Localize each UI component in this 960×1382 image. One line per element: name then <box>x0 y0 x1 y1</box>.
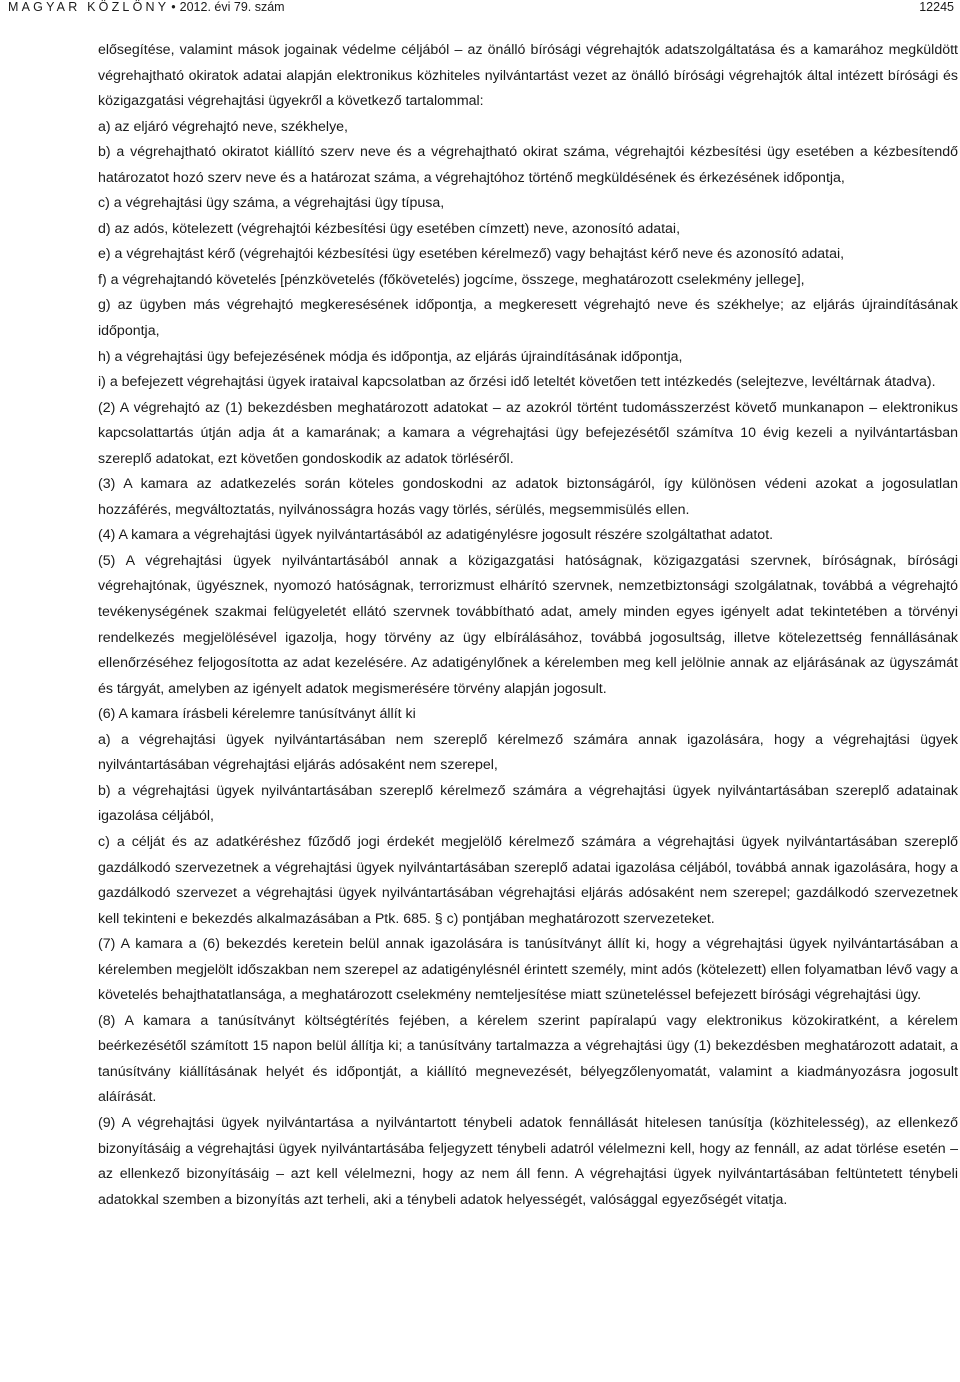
journal-name: MAGYAR KÖZLÖNY <box>8 0 170 14</box>
section-paragraph-2: (2) A végrehajtó az (1) bekezdésben meghatározott adatokat – az azokról történt tudomásszerzést követő munkanapon – elektronikus kapcsolattartás útján adja át a kamarának; a kamara a végrehajtási ügy befejezésétől számítva 10 évig kezeli a nyilvántartásban szereplő adatokat, ezt követően gondoskodik az adatok törléséről. <box>98 399 958 467</box>
list-item-i: i) a befejezett végrehajtási ügyek irataival kapcsolatban az őrzési idő leteltét követően tett intézkedés (selejtezve, levéltárnak átadva). <box>98 374 936 391</box>
page-number: 12245 <box>919 0 954 14</box>
list-item-c: c) a végrehajtási ügy száma, a végrehajtási ügy típusa, <box>98 195 445 212</box>
list-item-d: d) az adós, kötelezett (végrehajtói kézbesítési ügy esetében címzett) neve, azonosító adatai, <box>98 220 681 237</box>
list-item-g: g) az ügyben más végrehajtó megkeresésének időpontja, a megkeresett végrehajtó neve és székhelye; az eljárás újraindításának időpontja, <box>98 297 958 340</box>
running-header <box>0 0 960 18</box>
section-paragraph-4: (4) A kamara a végrehajtási ügyek nyilvántartásából az adatigénylésre jogosult részére szolgáltathat adatot. <box>98 527 774 544</box>
section-paragraph-5: (5) A végrehajtási ügyek nyilvántartásából annak a közigazgatási hatóságnak, közigazgatási szervnek, bíróságnak, bírósági végrehajtónak, ügyésznek, nyomozó hatóságnak, terrorizmust elhárító szervnek, nemzetbiztonsági szolgálatnak, továbbá a végrehajtó tevékenységének szakmai felügyeletét ellátó szervnek továbbítható adat, amely minden egyes igényelt adat tekintetében a törvényi rendelkezés megjelölésével igazolja, hogy törvény az ügy elbírálásához, továbbá jogosultság, illetve kötelezettség fennállásának ellenőrzéséhez feljogosította az adat kezelésére. Az adatigénylőnek a kérelemben meg kell jelölnie annak az eljárásának az ügyszámát és tárgyát, amelyben az igényelt adatok megismerésére törvény alapján jogosult. <box>98 552 958 697</box>
issue-number: 2012. évi 79. szám <box>179 0 285 14</box>
section-paragraph-6: (6) A kamara írásbeli kérelemre tanúsítványt állít ki <box>98 706 416 723</box>
body-paragraph-intro: elősegítése, valamint mások jogainak védelme céljából – az önálló bírósági végrehajtók adatszolgáltatása és a kamarához megküldött végrehajtható okiratok adatai alapján elektronikus közhiteles nyilvántartást vezet az önálló bírósági végrehajtók által intézett bírósági és közigazgatási végrehajtási ügyekről a következő tartalommal: <box>98 42 958 110</box>
section-paragraph-8: (8) A kamara a tanúsítványt költségtérítés fejében, a kérelem szerint papíralapú vagy elektronikus közokiratként, a kérelem beérkezésétől számított 15 napon belül állítja ki; a tanúsítvány tartalmazza a végrehajtási ügy (1) bekezdésben meghatározott adatait, a tanúsítvány kiállításának helyét és időpontját, a kiállító megnevezését, bélyegzőlenyomatát, valamint a kiadmányozásra jogosult aláírását. <box>98 1012 958 1106</box>
list-item-e: e) a végrehajtást kérő (végrehajtói kézbesítési ügy esetében kérelmező) vagy behajtást kérő neve és azonosító adatai, <box>98 246 845 263</box>
subsection-item-6b: b) a végrehajtási ügyek nyilvántartásában szereplő kérelmező számára a végrehajtási ügyek nyilvántartásában szereplő adatainak igazolása céljából, <box>98 782 958 825</box>
header-separator: • <box>171 0 176 14</box>
list-item-f: f) a végrehajtandó követelés [pénzkövetelés (főkövetelés) jogcíme, összege, meghatározott cselekmény jellege], <box>98 271 805 288</box>
subsection-item-6a: a) a végrehajtási ügyek nyilvántartásában nem szereplő kérelmező számára annak igazolására, hogy a végrehajtási ügyek nyilvántartásában végrehajtási eljárás adósaként nem szerepel, <box>98 731 958 774</box>
list-item-b: b) a végrehajtható okiratot kiállító szerv neve és a végrehajtható okirat száma, végrehajtói kézbesítési ügy esetében a kézbesítendő határozatot hozó szerv neve és a határozat száma, a végrehajtóhoz történő megküldésének és érkezésének időpontja, <box>98 144 958 186</box>
document-body <box>98 38 958 1213</box>
section-paragraph-3: (3) A kamara az adatkezelés során köteles gondoskodni az adatok biztonságáról, így különösen védeni azokat a jogosulatlan hozzáférés, megváltoztatás, nyilvánosságra hozás vagy törlés, sérülés, megsemmisülés ellen. <box>98 476 958 518</box>
section-paragraph-9: (9) A végrehajtási ügyek nyilvántartása a nyilvántartott ténybeli adatok fennállását hitelesen tanúsítja (közhitelesség), az ellenkező bizonyításáig a végrehajtási ügyek nyilvántartásába feljegyzett ténybeli adatról vélelmezni kell, hogy az fennáll, az adat törlése esetén – az ellenkező bizonyításáig – azt kell vélelmezni, hogy az nem áll fenn. A végrehajtási ügyek nyilvántartásában feltüntetett ténybeli adatokkal szemben a bizonyítás azt terheli, aki a ténybeli adatok helyességét, valósággal egyezőségét vitatja. <box>98 1114 958 1208</box>
journal-title-block <box>8 0 285 15</box>
list-item-a: a) az eljáró végrehajtó neve, székhelye, <box>98 118 348 135</box>
subsection-item-6c: c) a célját és az adatkéréshez fűződő jogi érdekét megjelölő kérelmező számára a végrehajtási ügyek nyilvántartásában szereplő gazdálkodó szervezetnek a végrehajtási ügyek nyilvántartásában szereplő adatai igazolása céljából, továbbá annak igazolására, hogy a gazdálkodó szervezet a végrehajtási ügyek nyilvántartásában végrehajtási eljárás adósaként nem szerepel; gazdálkodó szervezetnek kell tekinteni e bekezdés alkalmazásában a Ptk. 685. § c) pontjában meghatározott szervezeteket. <box>98 833 958 927</box>
list-item-h: h) a végrehajtási ügy befejezésének módja és időpontja, az eljárás újraindításának időpontja, <box>98 348 683 365</box>
section-paragraph-7: (7) A kamara a (6) bekezdés keretein belül annak igazolására is tanúsítványt állít ki, hogy a végrehajtási ügyek nyilvántartásában a kérelemben megjelölt időszakban nem szerepel az adatigénylésnél érintett személy, mint adós (kötelezett) ellen folyamatban lévő vagy a követelés behajthatatlansága, a meghatározott cselekmény nemteljesítése miatt szüneteléssel befejezett bírósági végrehajtási ügy. <box>98 936 958 1004</box>
